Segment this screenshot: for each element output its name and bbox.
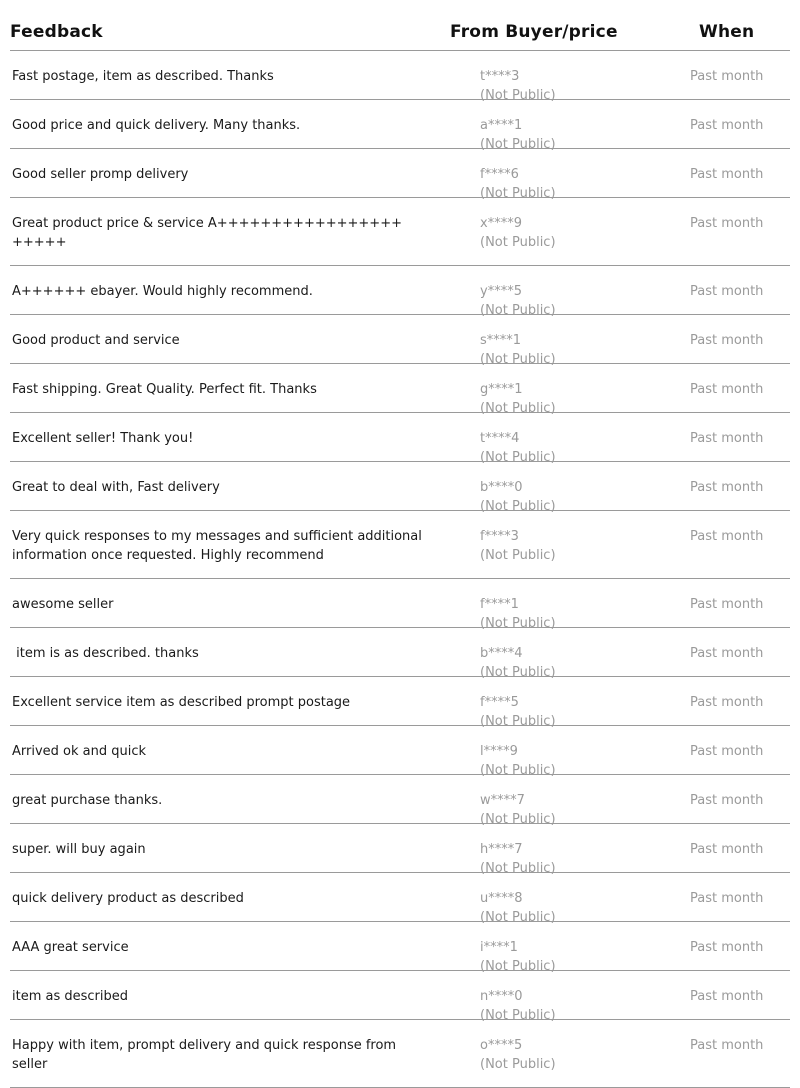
buyer-privacy: (Not Public) [480,763,556,778]
feedback-comment: Excellent service item as described prompt postage [12,695,351,710]
buyer-privacy: (Not Public) [480,450,556,465]
feedback-when: Past month [690,431,764,446]
feedback-comment: Good product and service [12,333,180,348]
buyer-cell [480,1036,630,1074]
buyer-cell [480,214,630,252]
table-row [10,198,790,266]
table-row [10,873,790,925]
table-row [10,462,790,514]
feedback-when: Past month [690,597,764,612]
buyer-privacy: (Not Public) [480,499,556,514]
table-row [10,677,790,729]
feedback-when: Past month [690,695,764,710]
buyer-privacy: (Not Public) [480,616,556,631]
buyer-privacy: (Not Public) [480,401,556,416]
feedback-comment: quick delivery product as described [12,891,244,906]
buyer-privacy: (Not Public) [480,1057,556,1072]
buyer-id: f****1 [480,597,519,612]
feedback-comment: Good price and quick delivery. Many thanks. [12,118,301,133]
header-when[interactable]: When [699,22,755,42]
table-row [10,1020,790,1088]
feedback-when: Past month [690,529,764,544]
buyer-id: b****0 [480,480,523,495]
table-row [10,413,790,465]
feedback-comment: item is as described. thanks [12,646,199,661]
buyer-privacy: (Not Public) [480,1008,556,1023]
table-row [10,266,790,318]
feedback-comment: Happy with item, prompt delivery and quick response from seller [12,1038,397,1072]
buyer-id: t****4 [480,431,520,446]
feedback-when: Past month [690,480,764,495]
table-row [10,922,790,974]
table-row [10,775,790,827]
buyer-id: b****4 [480,646,523,661]
feedback-comment: awesome seller [12,597,114,612]
table-row [10,149,790,201]
feedback-when: Past month [690,118,764,133]
feedback-comment: Fast postage, item as described. Thanks [12,69,274,84]
buyer-id: l****9 [480,744,518,759]
feedback-comment: super. will buy again [12,842,146,857]
buyer-privacy: (Not Public) [480,910,556,925]
buyer-id: u****8 [480,891,523,906]
buyer-id: w****7 [480,793,525,808]
buyer-privacy: (Not Public) [480,352,556,367]
header-buyer-price[interactable]: From Buyer/price [450,22,618,42]
buyer-cell [480,527,630,565]
buyer-id: f****6 [480,167,519,182]
buyer-id: s****1 [480,333,522,348]
table-row [10,726,790,778]
table-row [10,100,790,152]
buyer-id: t****3 [480,69,520,84]
feedback-comment: Good seller promp delivery [12,167,189,182]
buyer-privacy: (Not Public) [480,235,556,250]
feedback-when: Past month [690,744,764,759]
buyer-id: a****1 [480,118,523,133]
table-row [10,51,790,103]
buyer-id: g****1 [480,382,523,397]
buyer-privacy: (Not Public) [480,303,556,318]
header-feedback[interactable]: Feedback [10,22,103,42]
feedback-when: Past month [690,1038,764,1053]
buyer-id: i****1 [480,940,518,955]
feedback-when: Past month [690,891,764,906]
feedback-comment: Excellent seller! Thank you! [12,431,194,446]
buyer-id: f****5 [480,695,519,710]
feedback-when: Past month [690,989,764,1004]
feedback-comment: Great product price & service A++++++++++++++++++++++ [12,216,402,250]
feedback-when: Past month [690,333,764,348]
buyer-privacy: (Not Public) [480,137,556,152]
feedback-comment: great purchase thanks. [12,793,163,808]
buyer-id: f****3 [480,529,519,544]
feedback-when: Past month [690,69,764,84]
table-row [10,824,790,876]
buyer-privacy: (Not Public) [480,186,556,201]
table-row [10,628,790,680]
feedback-comment: Great to deal with, Fast delivery [12,480,220,495]
buyer-privacy: (Not Public) [480,959,556,974]
table-row [10,971,790,1023]
feedback-when: Past month [690,382,764,397]
feedback-when: Past month [690,842,764,857]
buyer-privacy: (Not Public) [480,812,556,827]
buyer-id: y****5 [480,284,522,299]
feedback-table [10,0,790,1088]
buyer-id: x****9 [480,216,522,231]
table-row [10,579,790,631]
table-row [10,511,790,579]
buyer-privacy: (Not Public) [480,88,556,103]
feedback-when: Past month [690,167,764,182]
feedback-when: Past month [690,793,764,808]
buyer-id: n****0 [480,989,523,1004]
feedback-comment: Arrived ok and quick [12,744,147,759]
buyer-privacy: (Not Public) [480,665,556,680]
table-header [10,0,790,51]
buyer-privacy: (Not Public) [480,861,556,876]
feedback-when: Past month [690,284,764,299]
feedback-comment: Fast shipping. Great Quality. Perfect fit. Thanks [12,382,317,397]
buyer-privacy: (Not Public) [480,548,556,563]
feedback-when: Past month [690,646,764,661]
feedback-comment: Very quick responses to my messages and sufficient additional information once requested. Highly recommend [12,529,422,563]
table-row [10,315,790,367]
table-row [10,364,790,416]
buyer-id: h****7 [480,842,523,857]
feedback-comment: AAA great service [12,940,129,955]
feedback-when: Past month [690,216,764,231]
buyer-id: o****5 [480,1038,523,1053]
feedback-when: Past month [690,940,764,955]
feedback-comment: A++++++ ebayer. Would highly recommend. [12,284,313,299]
feedback-comment: item as described [12,989,129,1004]
buyer-privacy: (Not Public) [480,714,556,729]
